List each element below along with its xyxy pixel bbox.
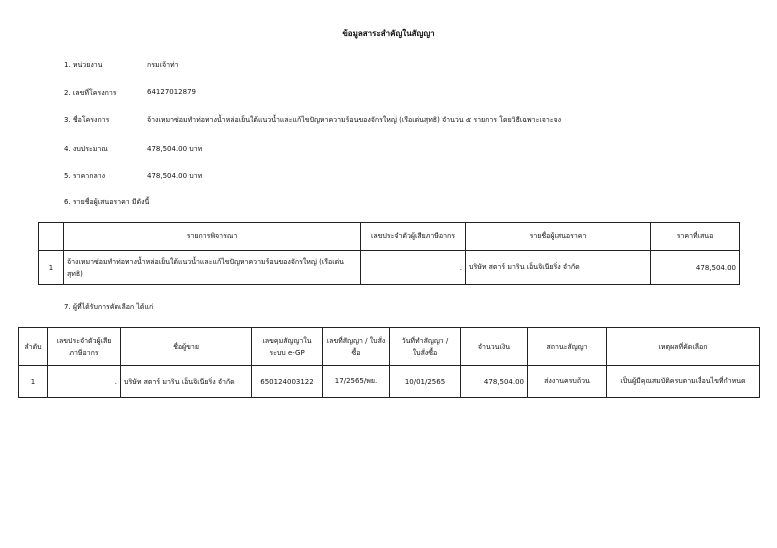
table-header: เลขคุมสัญญาในระบบ e-GP [252, 328, 323, 366]
row-reason: เป็นผู้มีคุณสมบัติครบตามเงื่อนไขที่กำหนด [607, 366, 760, 398]
info-label-project-name: 3. ชื่อโครงการ [64, 116, 110, 124]
table-header: รายชื่อผู้เสนอราคา [466, 223, 651, 251]
info-label-median-price: 5. ราคากลาง [64, 172, 106, 180]
table-row [39, 251, 740, 285]
table-header: ลำดับ [19, 328, 48, 366]
section6-title: 6. รายชื่อผู้เสนอราคา มีดังนี้ [64, 198, 150, 206]
table-header: เหตุผลที่คัดเลือก [607, 328, 760, 366]
info-value-project-no: 64127012879 [147, 88, 196, 96]
bidders-table [38, 222, 740, 285]
table-header: รายการพิจารณา [64, 223, 361, 251]
row-tax-id: . [48, 366, 121, 398]
info-label-agency: 1. หน่วยงาน [64, 61, 103, 69]
table-header: ราคาที่เสนอ [651, 223, 740, 251]
info-label-project-no: 2. เลขที่โครงการ [64, 89, 117, 97]
info-label-budget: 4. งบประมาณ [64, 145, 108, 153]
table-header: จำนวนเงิน [461, 328, 528, 366]
row-vendor: บริษัท สตาร์ มาริน เอ็นจิเนียริ่ง จำกัด [121, 366, 252, 398]
row-tax-id: . [361, 251, 466, 285]
table-header: สถานะสัญญา [528, 328, 607, 366]
row-bidder: บริษัท สตาร์ มาริน เอ็นจิเนียริ่ง จำกัด [466, 251, 651, 285]
row-amount: 478,504.00 [461, 366, 528, 398]
table-header-row [39, 223, 740, 251]
table-header: เลขประจำตัวผู้เสียภาษีอากร [361, 223, 466, 251]
table-header: วันที่ทำสัญญา / ใบสั่งซื้อ [390, 328, 461, 366]
row-egp-number: 650124003122 [252, 366, 323, 398]
selected-table [18, 327, 760, 398]
row-status: ส่งงานครบถ้วน [528, 366, 607, 398]
info-value-median-price: 478,504.00 บาท [147, 172, 203, 180]
row-item: จ้างเหมาซ่อมทำท่อทางน้ำหล่อเย็นใต้แนวน้ำและแก้ไขปัญหาความร้อนของจักรใหญ่ (เรือเด่นสุทธิ) [64, 251, 361, 285]
table-header: เลขที่สัญญา / ใบสั่งซื้อ [323, 328, 390, 366]
row-contract-date: 10/01/2565 [390, 366, 461, 398]
section7-title: 7. ผู้ที่ได้รับการคัดเลือก ได้แก่ [64, 303, 154, 311]
info-value-agency: กรมเจ้าท่า [147, 61, 179, 69]
table-header: เลขประจำตัวผู้เสียภาษีอากร [48, 328, 121, 366]
table-header: ชื่อผู้ขาย [121, 328, 252, 366]
row-contract-number: 17/2565/พย. [323, 366, 390, 398]
table-header [39, 223, 64, 251]
table-row [19, 366, 760, 398]
row-price: 478,504.00 [651, 251, 740, 285]
info-value-budget: 478,504.00 บาท [147, 145, 203, 153]
row-number: 1 [19, 366, 48, 398]
table-header-row [19, 328, 760, 366]
row-number: 1 [39, 251, 64, 285]
page-title: ข้อมูลสาระสำคัญในสัญญา [342, 29, 435, 38]
info-value-project-name: จ้างเหมาซ่อมทำท่อทางน้ำหล่อเย็นใต้แนวน้ำและแก้ไขปัญหาความร้อนของจักรใหญ่ (เรือเด่นสุทธิ) จำนวน ๕ รายการ โดยวิธีเฉพาะเจาะจง [147, 116, 562, 124]
